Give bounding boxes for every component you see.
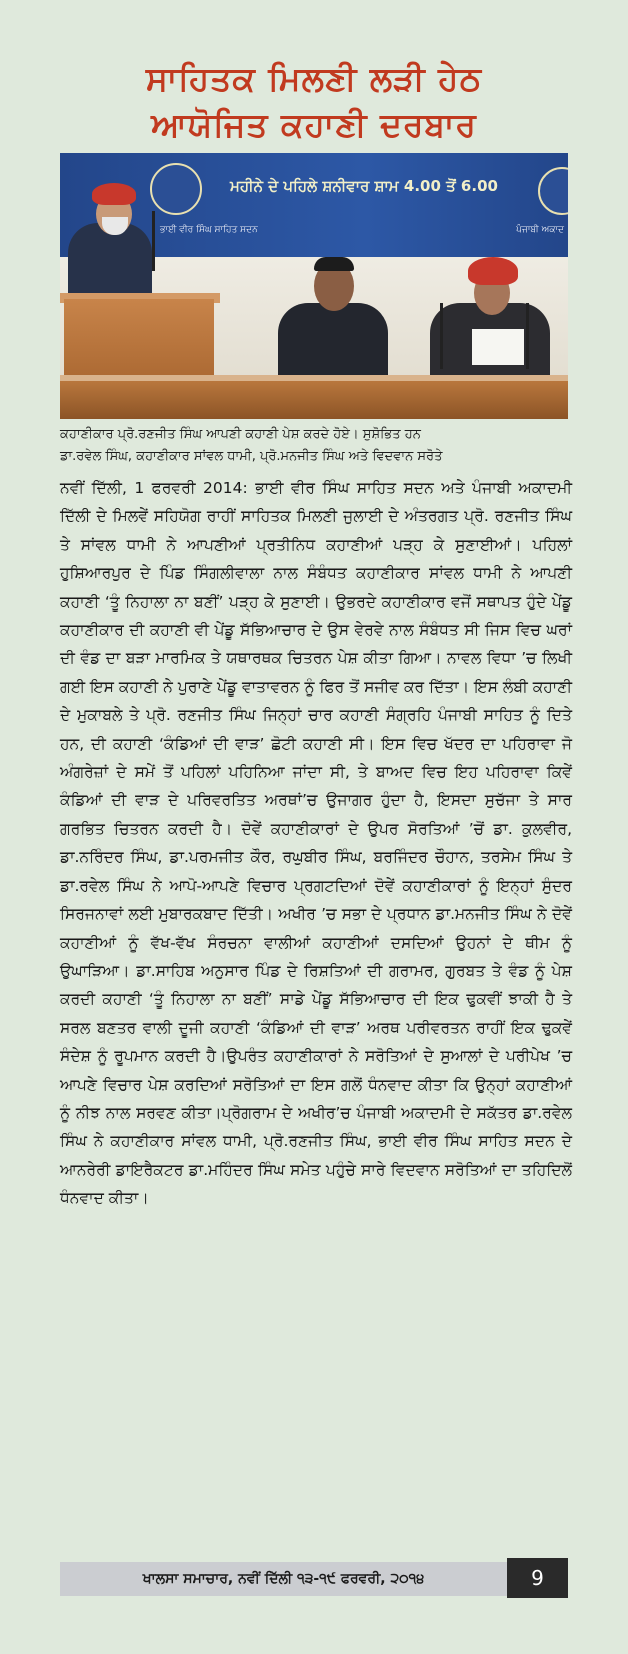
- banner-text: ਮਹੀਨੇ ਦੇ ਪਹਿਲੇ ਸ਼ਨੀਵਾਰ ਸ਼ਾਮ 4.00 ਤੋਂ 6.00: [230, 177, 498, 195]
- table: [60, 381, 568, 419]
- table-mic-icon: [440, 303, 443, 369]
- banner-right-label: ਪੰਜਾਬੀ ਅਕਾਦ: [516, 225, 564, 235]
- photo-caption: [60, 424, 580, 468]
- podium-mic-icon: [152, 211, 155, 271]
- page-number: 9: [507, 1558, 568, 1598]
- table-mic-icon-2: [526, 303, 529, 369]
- academy-logo-icon: [538, 167, 568, 215]
- sadan-logo-icon: [150, 163, 202, 215]
- footer-publication: ਖਾਲਸਾ ਸਮਾਚਾਰ, ਨਵੀਂ ਦਿੱਲੀ ੧੩-੧੯ ਫਰਵਰੀ, ੨੦੧੪: [142, 1571, 425, 1587]
- caption-line-1: ਕਹਾਣੀਕਾਰ ਪ੍ਰੋ.ਰਣਜੀਤ ਸਿੰਘ ਆਪਣੀ ਕਹਾਣੀ ਪੇਸ਼ ਕਰਦੇ ਹੋਏ। ਸੁਸ਼ੋਭਿਤ ਹਨ: [60, 427, 421, 442]
- caption-line-2: ਡਾ.ਰਵੇਲ ਸਿੰਘ, ਕਹਾਣੀਕਾਰ ਸਾਂਵਲ ਧਾਮੀ, ਪ੍ਰੋ.ਮਨਜੀਤ ਸਿੰਘ ਅਤੇ ਵਿਦਵਾਨ ਸਰੋਤੇ: [60, 449, 443, 464]
- article-body: ਨਵੀਂ ਦਿੱਲੀ, 1 ਫਰਵਰੀ 2014: ਭਾਈ ਵੀਰ ਸਿੰਘ ਸਾਹਿਤ ਸਦਨ ਅਤੇ ਪੰਜਾਬੀ ਅਕਾਦਮੀ ਦਿੱਲੀ ਦੇ ਮਿਲਵੇਂ ਸਹਿਯੋਗ ਰਾਹੀਂ ਸਾਹਿਤਕ ਮਿਲਣੀ ਜੁਲਾਈ ਦੇ ਅੰਤਰਗਤ ਪ੍ਰੋ. ਰਣਜੀਤ ਸਿੰਘ ਤੇ ਸਾਂਵਲ ਧਾਮੀ ਨੇ ਆਪਣੀਆਂ ਪ੍ਰਤੀਨਿਧ ਕਹਾਣੀਆਂ ਪੜ੍ਹ ਕੇ ਸੁਣਾਈਆਂ। ਪਹਿਲਾਂ ਹੁਸ਼ਿਆਰਪੁਰ ਦੇ ਪਿੰਡ ਸਿੰਗਲੀਵਾਲਾ ਨਾਲ ਸੰਬੰਧਤ ਕਹਾਣੀਕਾਰ ਸਾਂਵਲ ਧਾਮੀ ਨੇ ਆਪਣੀ ਕਹਾਣੀ ‘ਤੂੰ ਨਿਹਾਲਾ ਨਾ ਬਣੀਂ’ ਪੜ੍ਹ ਕੇ ਸੁਣਾਈ। ਉਭਰਦੇ ਕਹਾਣੀਕਾਰ ਵਜੋਂ ਸਥਾਪਤ ਹੁੰਦੇ ਪੇਂਡੂ ਕਹਾਣੀਕਾਰ ਦੀ ਕਹਾਣੀ ਵੀ ਪੇਂਡੂ ਸੱਭਿਆਚਾਰ ਦੇ ਉਸ ਵੇਰਵੇ ਨਾਲ ਸੰਬੰਧਤ ਸੀ ਜਿਸ ਵਿਚ ਘਰਾਂ ਦੀ ਵੰਡ ਦਾ ਬੜਾ ਮਾਰਮਿਕ ਤੇ ਯਥਾਰਥਕ ਚਿਤਰਨ ਪੇਸ਼ ਕੀਤਾ ਗਿਆ। ਨਾਵਲ ਵਿਧਾ ’ਚ ਲਿਖੀ ਗਈ ਇਸ ਕਹਾਣੀ ਨੇ ਪੁਰਾਣੇ ਪੇਂਡੂ ਵਾਤਾਵਰਨ ਨੂੰ ਫਿਰ ਤੋਂ ਸਜੀਵ ਕਰ ਦਿੱਤਾ। ਇਸ ਲੰਬੀ ਕਹਾਣੀ ਦੇ ਮੁਕਾਬਲੇ ਤੇ ਪ੍ਰੋ. ਰਣਜੀਤ ਸਿੰਘ ਜਿਨ੍ਹਾਂ ਚਾਰ ਕਹਾਣੀ ਸੰਗ੍ਰਹਿ ਪੰਜਾਬੀ ਸਾਹਿਤ ਨੂੰ ਦਿਤੇ ਹਨ, ਦੀ ਕਹਾਣੀ ‘ਕੰਡਿਆਂ ਦੀ ਵਾੜ’ ਛੋਟੀ ਕਹਾਣੀ ਸੀ। ਇਸ ਵਿਚ ਖੱਦਰ ਦਾ ਪਹਿਰਾਵਾ ਜੋ ਅੰਗਰੇਜ਼ਾਂ ਦੇ ਸਮੇਂ ਤੋਂ ਪਹਿਲਾਂ ਪਹਿਨਿਆ ਜਾਂਦਾ ਸੀ, ਤੇ ਬਾਅਦ ਵਿਚ ਇਹ ਪਹਿਰਾਵਾ ਕਿਵੇਂ ਕੰਡਿਆਂ ਦੀ ਵਾੜ ਦੇ ਪਰਿਵਰਤਿਤ ਅਰਥਾਂ’ਚ ਉਜਾਗਰ ਹੁੰਦਾ ਹੈ, ਇਸਦਾ ਸੁਚੱਜਾ ਤੇ ਸਾਰ ਗਰਭਿਤ ਚਿਤਰਨ ਕਰਦੀ ਹੈ। ਦੋਵੇਂ ਕਹਾਣੀਕਾਰਾਂ ਦੇ ਉਪਰ ਸੋਰਤਿਆਂ ’ਚੋਂ ਡਾ. ਕੁਲਵੀਰ, ਡਾ.ਨਰਿੰਦਰ ਸਿੰਘ, ਡਾ.ਪਰਮਜੀਤ ਕੌਰ, ਰਘੁਬੀਰ ਸਿੰਘ, ਬਰਜਿੰਦਰ ਚੌਹਾਨ, ਤਰਸੇਮ ਸਿੰਘ ਤੇ ਡਾ.ਰਵੇਲ ਸਿੰਘ ਨੇ ਆਪੋ-ਆਪਣੇ ਵਿਚਾਰ ਪ੍ਰਗਟਦਿਆਂ ਦੋਵੇਂ ਕਹਾਣੀਕਾਰਾਂ ਨੂੰ ਇਨ੍ਹਾਂ ਸੁੰਦਰ ਸਿਰਜਨਾਵਾਂ ਲਈ ਮੁਬਾਰਕਬਾਦ ਦਿੱਤੀ। ਅਖੀਰ ’ਚ ਸਭਾ ਦੇ ਪ੍ਰਧਾਨ ਡਾ.ਮਨਜੀਤ ਸਿੰਘ ਨੇ ਦੋਵੇਂ ਕਹਾਣੀਆਂ ਨੂੰ ਵੱਖ-ਵੱਖ ਸੰਰਚਨਾ ਵਾਲੀਆਂ ਕਹਾਣੀਆਂ ਦਸਦਿਆਂ ਉਹਨਾਂ ਦੇ ਥੀਮ ਨੂੰ ਉਘਾੜਿਆ। ਡਾ.ਸਾਹਿਬ ਅਨੁਸਾਰ ਪਿੰਡ ਦੇ ਰਿਸ਼ਤਿਆਂ ਦੀ ਗਰਾਮਰ, ਗੁਰਬਤ ਤੇ ਵੰਡ ਨੂੰ ਪੇਸ਼ ਕਰਦੀ ਕਹਾਣੀ ‘ਤੂੰ ਨਿਹਾਲਾ ਨਾ ਬਣੀਂ’ ਸਾਡੇ ਪੇਂਡੂ ਸੱਭਿਆਚਾਰ ਦੀ ਇਕ ਢੁਕਵੀਂ ਝਾਕੀ ਹੈ ਤੇ ਸਰਲ ਬਣਤਰ ਵਾਲੀ ਦੂਜੀ ਕਹਾਣੀ ‘ਕੰਡਿਆਂ ਦੀ ਵਾੜ’ ਅਰਥ ਪਰੀਵਰਤਨ ਰਾਹੀਂ ਇਕ ਢੁਕਵੇਂ ਸੰਦੇਸ਼ ਨੂੰ ਰੂਪਮਾਨ ਕਰਦੀ ਹੈ।ਉਪਰੰਤ ਕਹਾਣੀਕਾਰਾਂ ਨੇ ਸਰੋਤਿਆਂ ਦੇ ਸੁਆਲਾਂ ਦੇ ਪਰੀਪੇਖ ’ਚ ਆਪਣੇ ਵਿਚਾਰ ਪੇਸ਼ ਕਰਦਿਆਂ ਸਰੋਤਿਆਂ ਦਾ ਇਸ ਗਲੋਂ ਧੰਨਵਾਦ ਕੀਤਾ ਕਿ ਉਨ੍ਹਾਂ ਕਹਾਣੀਆਂ ਨੂੰ ਨੀਝ ਨਾਲ ਸਰਵਣ ਕੀਤਾ।ਪ੍ਰੋਗਰਾਮ ਦੇ ਅਖੀਰ’ਚ ਪੰਜਾਬੀ ਅਕਾਦਮੀ ਦੇ ਸਕੱਤਰ ਡਾ.ਰਵੇਲ ਸਿੰਘ ਨੇ ਕਹਾਣੀਕਾਰ ਸਾਂਵਲ ਧਾਮੀ, ਪ੍ਰੋ.ਰਣਜੀਤ ਸਿੰਘ, ਭਾਈ ਵੀਰ ਸਿੰਘ ਸਾਹਿਤ ਸਦਨ ਦੇ ਆਨਰੇਰੀ ਡਾਇਰੈਕਟਰ ਡਾ.ਮਹਿੰਦਰ ਸਿੰਘ ਸਮੇਤ ਪਹੁੰਚੇ ਸਾਰੇ ਵਿਦਵਾਨ ਸਰੋਤਿਆਂ ਦਾ ਤਹਿਦਿਲੋਂ ਧੰਨਵਾਦ ਕੀਤਾ।: [60, 479, 572, 1208]
- headline-line-1: ਸਾਹਿਤਕ ਮਿਲਣੀ ਲੜੀ ਹੇਠ: [145, 59, 483, 98]
- headline: [0, 56, 628, 148]
- banner-left-label: ਭਾਈ ਵੀਰ ਸਿੰਘ ਸਾਹਿਤ ਸਦਨ: [160, 225, 258, 235]
- headline-line-2: ਆਯੋਜਿਤ ਕਹਾਣੀ ਦਰਬਾਰ: [151, 105, 477, 144]
- footer-bar: [60, 1562, 507, 1596]
- event-photo: [60, 153, 568, 419]
